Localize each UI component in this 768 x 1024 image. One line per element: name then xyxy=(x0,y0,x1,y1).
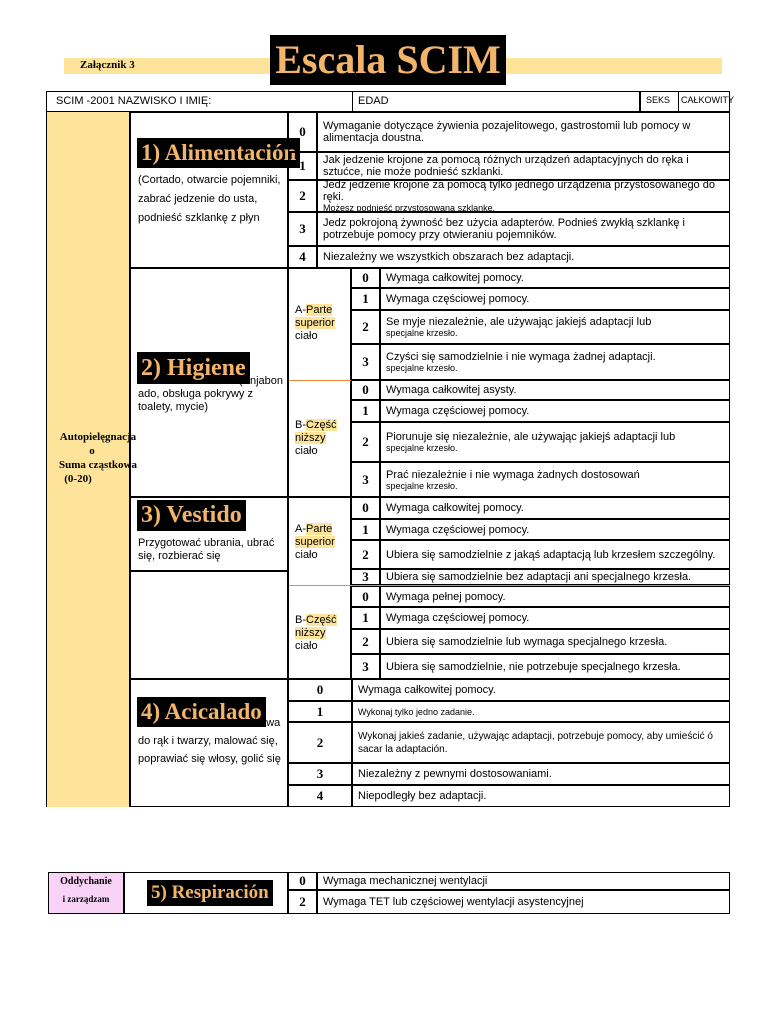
self-care-line3: Suma cząstkowa xyxy=(59,459,137,471)
grooming-description: do rąk i twarzy, malować się, poprawiać się włosy, golić się xyxy=(138,735,281,765)
hygiene-b-score-0: 0 xyxy=(351,380,380,400)
dressing-b-score-1: 1 xyxy=(351,607,380,629)
feeding-score-1: 1 xyxy=(288,152,317,180)
hygiene-a-option-3-text: Czyści się samodzielnie i nie wymaga żadnej adaptacji. xyxy=(386,351,656,363)
hygiene-b-option-0: Wymaga całkowitej asysty. xyxy=(380,380,730,400)
dressing-b-score-3: 3 xyxy=(351,654,380,679)
hygiene-a-option-2-text: Se myje niezależnie, ale używając jakiejś adaptacji lub xyxy=(386,316,652,328)
hygiene-part-column xyxy=(288,268,351,497)
dressing-a-score-3: 3 xyxy=(351,569,380,585)
dressing-b-option-1: Wymaga częściowej pomocy. xyxy=(380,607,730,629)
hygiene-b-option-2 xyxy=(380,422,730,462)
self-care-line1: Autopielęgnacja xyxy=(59,431,137,443)
feeding-option-2 xyxy=(317,180,730,212)
hygiene-a-score-1: 1 xyxy=(351,288,380,310)
grooming-option-3: Niezależny z pewnymi dostosowaniami. xyxy=(352,763,730,785)
age-label: EDAD xyxy=(358,95,389,107)
hygiene-b-option-1: Wymaga częściowej pomocy. xyxy=(380,400,730,422)
hygiene-b-option-2-note: specjalne krzesło. xyxy=(386,443,458,453)
dressing-part-a-name: Parte superior xyxy=(295,523,335,548)
dressing-a-score-0: 0 xyxy=(351,497,380,519)
dressing-a-option-1: Wymaga częściowej pomocy. xyxy=(380,519,730,540)
grooming-option-1: Wykonaj tylko jedno zadanie. xyxy=(352,701,730,722)
dressing-part-b-label: B- xyxy=(295,614,306,626)
grooming-desc-inline: Lawa xyxy=(254,717,281,729)
hygiene-part-divider xyxy=(289,380,351,381)
respiration-title: 5) Respiración xyxy=(147,880,273,906)
name-label: SCIM -2001 NAZWISKO I IMIĘ: xyxy=(56,95,212,107)
hygiene-part-b-label: B- xyxy=(295,419,306,431)
hygiene-a-option-1: Wymaga częściowej pomocy. xyxy=(380,288,730,310)
hygiene-a-option-3 xyxy=(380,344,730,380)
respiration-score-2: 2 xyxy=(288,890,317,914)
dressing-a-score-1: 1 xyxy=(351,519,380,540)
dressing-part-a xyxy=(295,523,349,562)
dressing-b-score-0: 0 xyxy=(351,586,380,607)
page-title: Escala SCIM xyxy=(270,35,506,85)
hygiene-b-score-3: 3 xyxy=(351,462,380,497)
dressing-b-option-3: Ubiera się samodzielnie, nie potrzebuje specjalnego krzesła. xyxy=(380,654,730,679)
hygiene-b-option-3-note: specjalne krzesło. xyxy=(386,480,458,491)
dressing-b-option-2: Ubiera się samodzielnie lub wymaga specjalnego krzesła. xyxy=(380,629,730,654)
hygiene-a-option-0: Wymaga całkowitej pomocy. xyxy=(380,268,730,288)
grooming-score-0: 0 xyxy=(288,679,352,701)
dressing-a-option-3: Ubiera się samodzielnie bez adaptacji ani specjalnego krzesła. xyxy=(380,569,730,585)
hygiene-b-option-3 xyxy=(380,462,730,497)
feeding-score-4: 4 xyxy=(288,246,317,268)
grooming-score-3: 3 xyxy=(288,763,352,785)
dressing-desc-cell-lower xyxy=(130,571,288,679)
hygiene-a-option-2 xyxy=(380,310,730,344)
feeding-description: (Cortado, otwarcie pojemniki, zabrać jedzenie do usta, podnieść szklankę z płyn xyxy=(138,174,281,224)
dressing-part-b xyxy=(295,614,349,653)
hygiene-part-a-name: Parte superior xyxy=(295,304,335,329)
hygiene-a-option-3-note: specjalne krzesło. xyxy=(386,363,458,373)
feeding-option-0: Wymaganie dotyczące żywienia pozajelitowego, gastrostomii lub pomocy w alimentacja doustna. xyxy=(317,112,730,152)
hygiene-a-score-0: 0 xyxy=(351,268,380,288)
dressing-b-option-0: Wymaga pełnej pomocy. xyxy=(380,586,730,607)
respiration-label-line1: Oddychanie xyxy=(60,876,112,887)
annex-label: Załącznik 3 xyxy=(80,59,135,71)
feeding-score-2: 2 xyxy=(288,180,317,212)
respiration-option-0: Wymaga mechanicznej wentylacji xyxy=(317,872,730,890)
grooming-score-4: 4 xyxy=(288,785,352,807)
hygiene-a-score-3: 3 xyxy=(351,344,380,380)
hygiene-b-score-1: 1 xyxy=(351,400,380,422)
respiration-option-2: Wymaga TET lub częściowej wentylacji asystencyjnej xyxy=(317,890,730,914)
feeding-option-4: Niezależny we wszystkich obszarach bez adaptacji. xyxy=(317,246,730,268)
hygiene-part-a xyxy=(295,304,349,343)
total-label: CAŁKOWITY xyxy=(681,95,735,105)
dressing-part-b-suffix: ciało xyxy=(295,640,318,652)
hygiene-desc-inline: (Enjabon xyxy=(239,375,284,387)
self-care-line2: o xyxy=(89,445,95,457)
respiration-score-0: 0 xyxy=(288,872,317,890)
feeding-score-3: 3 xyxy=(288,212,317,246)
dressing-a-option-2: Ubiera się samodzielnie z jakąś adaptacją lub krzesłem szczególny. xyxy=(380,540,730,569)
hygiene-part-b-suffix: ciało xyxy=(295,445,318,457)
dressing-part-b-name: Część niższy xyxy=(295,614,337,639)
feeding-score-0: 0 xyxy=(288,112,317,152)
sex-label: SEKS xyxy=(646,95,671,105)
hygiene-b-score-2: 2 xyxy=(351,422,380,462)
grooming-option-4: Niepodległy bez adaptacji. xyxy=(352,785,730,807)
dressing-part-a-label: A- xyxy=(295,523,306,535)
feeding-option-2-note: Możesz podnieść przystosowaną szklankę. xyxy=(323,203,496,213)
hygiene-title: 2) Higiene xyxy=(137,352,250,384)
feeding-option-1: Jak jedzenie krojone za pomocą różnych urządzeń adaptacyjnych do ręka i sztućce, nie może podnieść szklanki. xyxy=(317,152,730,180)
dressing-description: Przygotować ubrania, ubrać się, rozbierać się xyxy=(138,537,275,562)
hygiene-b-option-2-text: Piorunuje się niezależnie, ale używając jakiejś adaptacji lub xyxy=(386,431,676,443)
hygiene-part-a-suffix: ciało xyxy=(295,330,318,342)
age-cell xyxy=(352,91,640,112)
grooming-title: 4) Acicalado xyxy=(137,697,266,727)
grooming-option-0: Wymaga całkowitej pomocy. xyxy=(352,679,730,701)
feeding-title: 1) Alimentación xyxy=(137,138,300,168)
dressing-b-score-2: 2 xyxy=(351,629,380,654)
dressing-part-a-suffix: ciało xyxy=(295,549,318,561)
feeding-option-2-text: Jedz jedzenie krojone za pomocą tylko jednego urządzenia przystosowanego do ręki. xyxy=(323,179,715,203)
hygiene-description: ado, obsługa pokrywy z toalety, mycie) xyxy=(138,388,253,413)
hygiene-part-a-label: A- xyxy=(295,304,306,316)
dressing-a-score-2: 2 xyxy=(351,540,380,569)
grooming-option-2: Wykonaj jakieś zadanie, używając adaptacji, potrzebuje pomocy, aby umieścić ó sacar la adaptación. xyxy=(352,722,730,763)
hygiene-part-b-name: Część niższy xyxy=(295,419,337,444)
self-care-line4: (0-20) xyxy=(64,473,92,485)
respiration-label-line2: i zarządzam xyxy=(62,894,110,904)
grooming-score-1: 1 xyxy=(288,701,352,722)
hygiene-part-b xyxy=(295,419,349,458)
grooming-score-2: 2 xyxy=(288,722,352,763)
hygiene-a-score-2: 2 xyxy=(351,310,380,344)
hygiene-a-option-2-note: specjalne krzesło. xyxy=(386,328,458,338)
dressing-a-option-0: Wymaga całkowitej pomocy. xyxy=(380,497,730,519)
dressing-title: 3) Vestido xyxy=(137,500,246,531)
feeding-option-3: Jedz pokrojoną żywność bez użycia adapterów. Podnieś zwykłą szklankę i potrzebuje pomocy przy otwieraniu pojemników. xyxy=(317,212,730,246)
hygiene-b-option-3-text: Prać niezależnie i nie wymaga żadnych dostosowań xyxy=(386,468,640,481)
